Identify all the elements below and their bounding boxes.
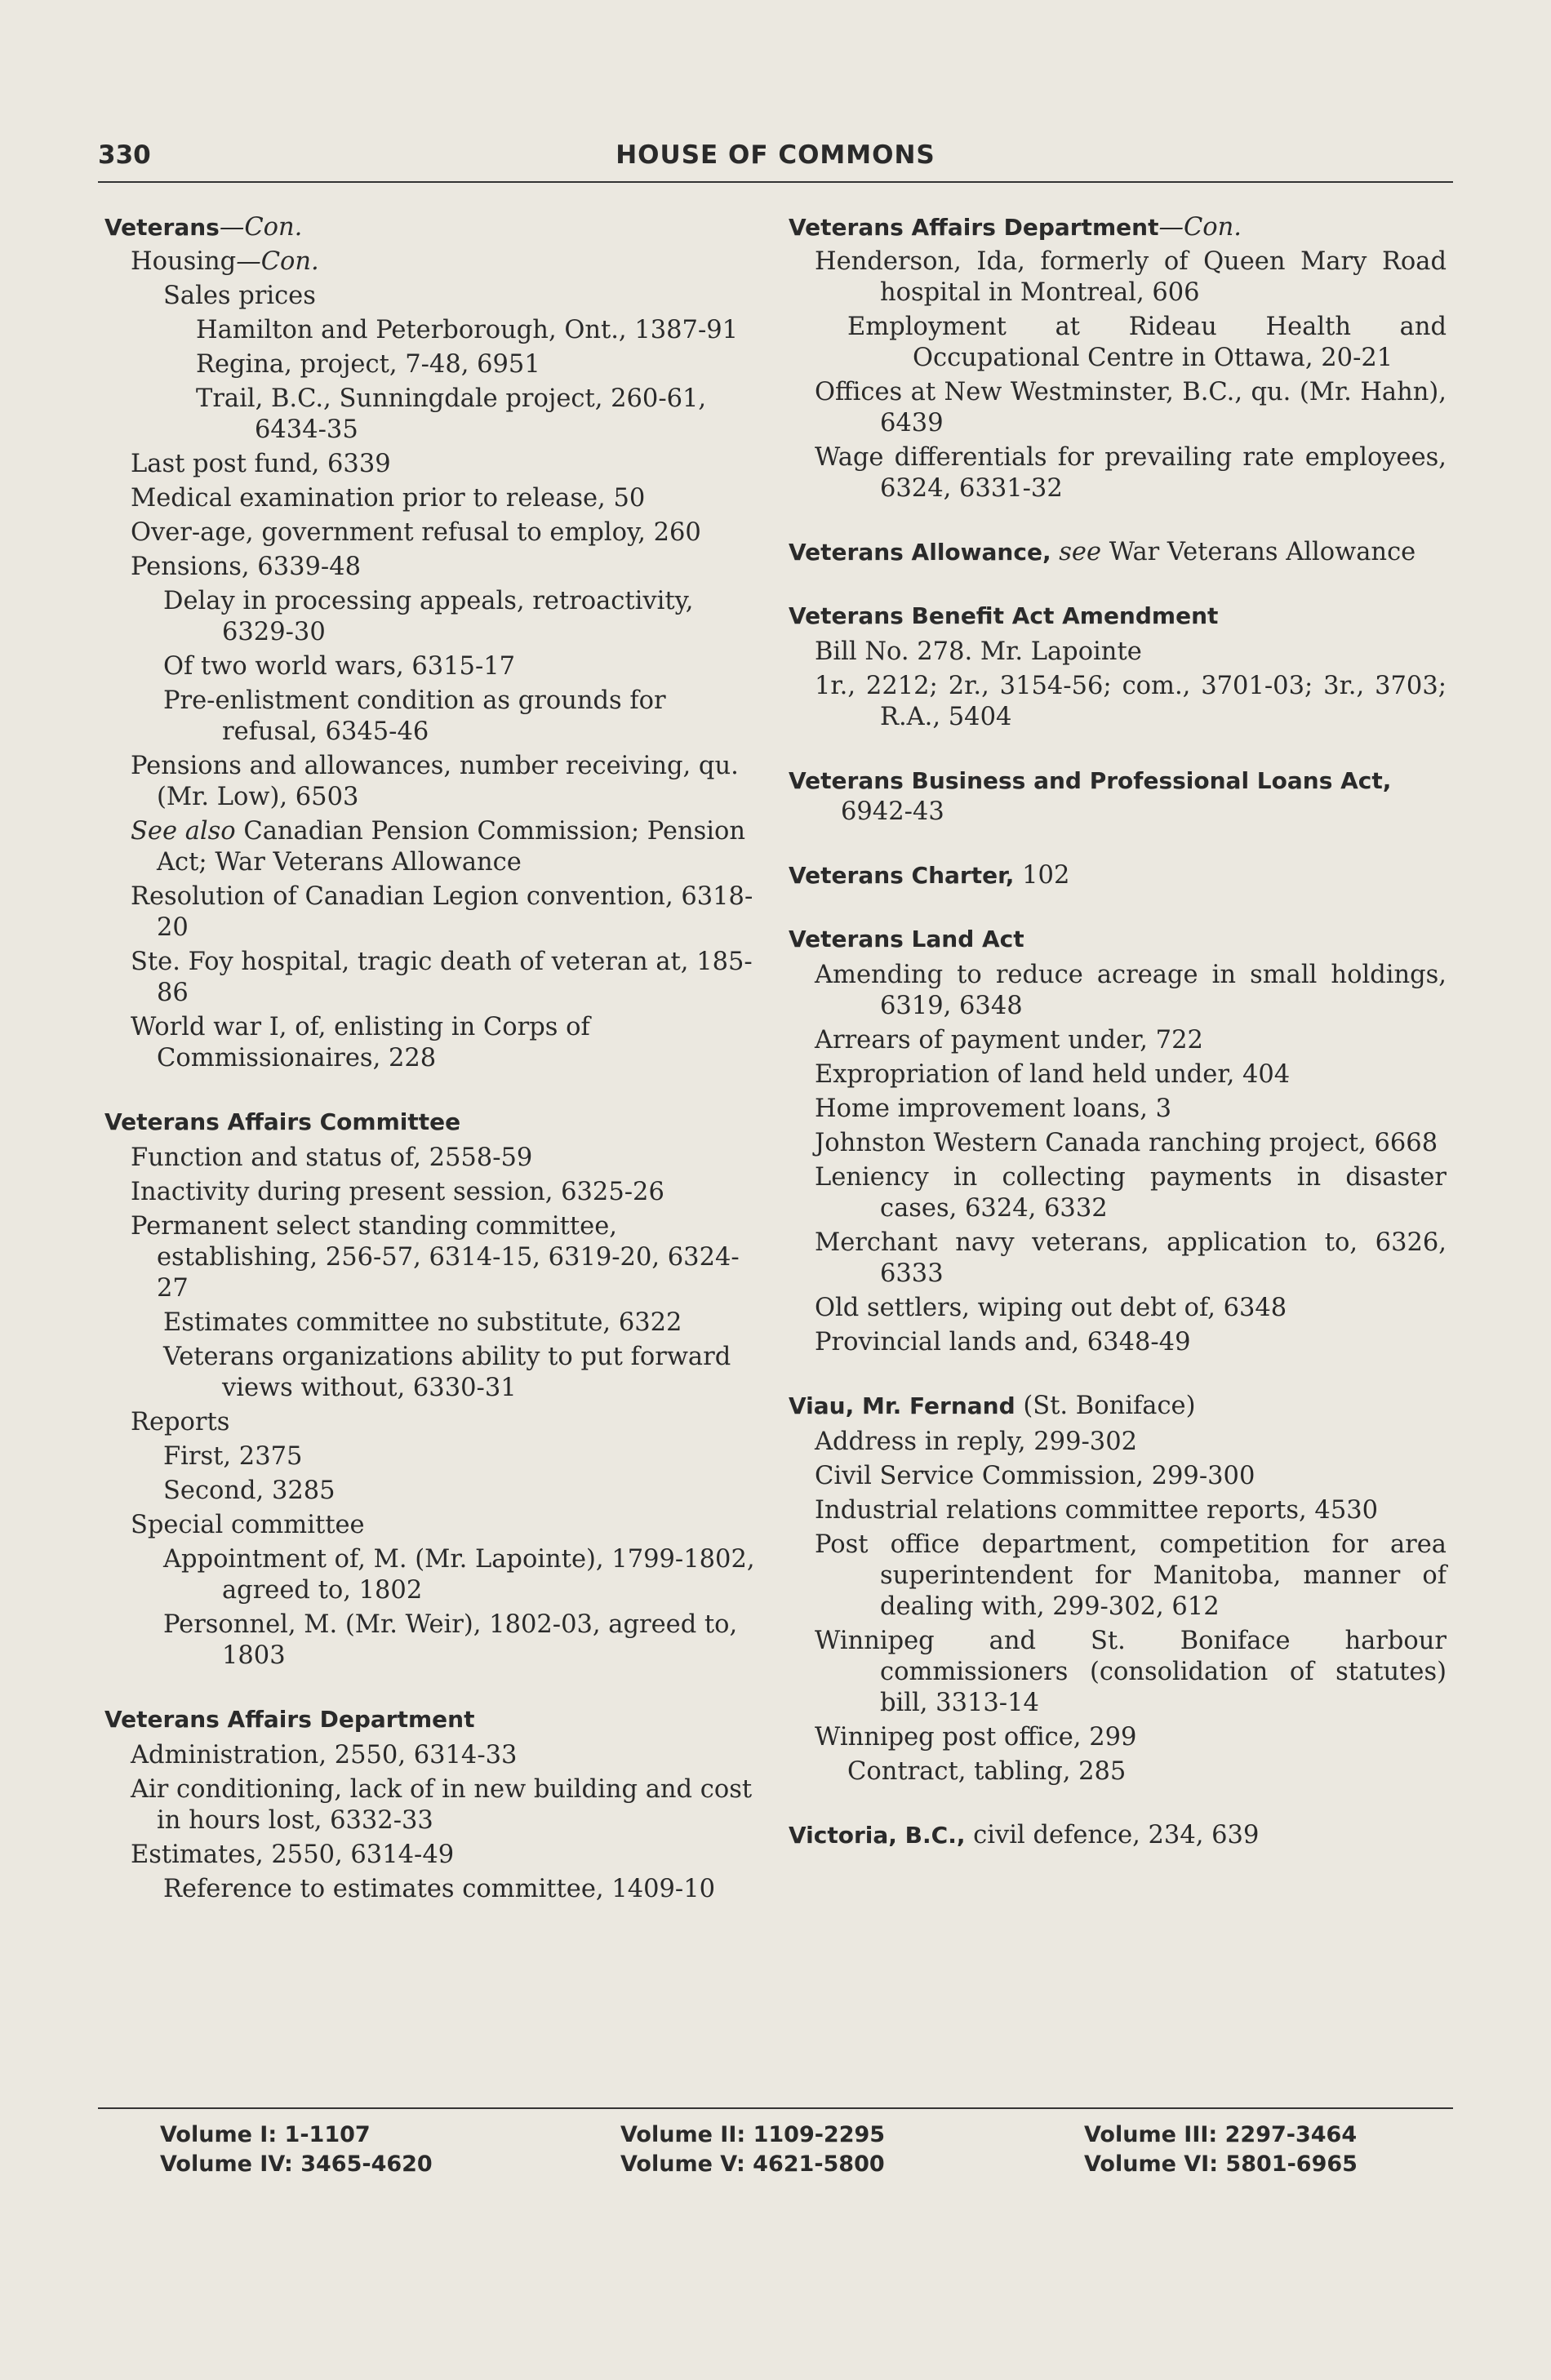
volume-range: Volume IV: 3465-4620 [160, 2151, 433, 2177]
index-entry: Bill No. 278. Mr. Lapointe [815, 637, 1142, 666]
volume-key [620, 2120, 885, 2179]
volume-range: Volume I: 1-1107 [160, 2122, 371, 2147]
left-column [104, 212, 758, 1908]
index-entry: Estimates, 2550, 6314-49 [131, 1841, 455, 1869]
volume-range: Volume III: 2297-3464 [1084, 2122, 1358, 2147]
index-entry: Last post fund, 6339 [131, 450, 391, 478]
index-entry: Ste. Foy hospital, tragic death of veteran at, 185-86 [131, 948, 753, 1007]
index-entry: Sales prices [163, 282, 316, 310]
index-entry: Medical examination prior to release, 50 [131, 484, 646, 513]
index-heading-allowance: Veterans Allowance, see War Veterans Allowance [789, 538, 1416, 566]
index-entry: Address in reply, 299-302 [815, 1428, 1138, 1456]
index-heading-department-continued: Veterans Affairs Department—Con. [789, 213, 1242, 242]
index-entry: Pre-enlistment condition as grounds for refusal, 6345-46 [163, 686, 666, 746]
index-entry: Administration, 2550, 6314-33 [131, 1741, 518, 1769]
index-heading-benefit-act: Veterans Benefit Act Amendment [789, 602, 1219, 629]
index-entry: Over-age, government refusal to employ, 260 [131, 518, 701, 547]
volume-range: Volume VI: 5801-6965 [1084, 2151, 1358, 2177]
index-heading-department: Veterans Affairs Department [104, 1706, 475, 1733]
index-entry: Contract, tabling, 285 [847, 1757, 1127, 1786]
right-column [789, 212, 1447, 1856]
index-entry: Expropriation of land held under, 404 [815, 1060, 1291, 1089]
index-entry: Old settlers, wiping out debt of, 6348 [815, 1294, 1287, 1322]
index-entry: Inactivity during present session, 6325-26 [131, 1178, 664, 1206]
index-entry: Trail, B.C., Sunningdale project, 260-61, 6434-35 [196, 384, 707, 444]
index-entry: Pensions and allowances, number receiving, qu. (Mr. Low), 6503 [131, 752, 739, 811]
index-entry: Delay in processing appeals, retroactivity, 6329-30 [163, 587, 694, 646]
volume-range: Volume V: 4621-5800 [620, 2151, 885, 2177]
index-entry: Personnel, M. (Mr. Weir), 1802-03, agreed to, 1803 [163, 1610, 738, 1670]
index-heading-charter: Veterans Charter, 102 [789, 861, 1070, 890]
index-entry: Regina, project, 7-48, 6951 [196, 350, 540, 379]
index-entry: Reports [131, 1408, 230, 1436]
index-cross-reference: See also Canadian Pension Commission; Pension Act; War Veterans Allowance [131, 817, 746, 877]
page-title: HOUSE OF COMMONS [616, 140, 935, 170]
index-entry: Air conditioning, lack of in new building and cost in hours lost, 6332-33 [131, 1775, 753, 1835]
index-entry: Amending to reduce acreage in small holdings, 6319, 6348 [815, 961, 1447, 1020]
header-rule [98, 181, 1453, 183]
index-entry: Veterans organizations ability to put forward views without, 6330-31 [163, 1343, 731, 1402]
index-entry: Pensions, 6339-48 [131, 553, 362, 581]
index-heading-victoria: Victoria, B.C., civil defence, 234, 639 [789, 1821, 1260, 1849]
index-heading-veterans: Veterans—Con. [104, 213, 303, 242]
index-entry: Function and status of, 2558-59 [131, 1143, 533, 1172]
index-entry: Arrears of payment under, 722 [815, 1026, 1203, 1055]
index-entry: Special committee [131, 1511, 365, 1539]
index-entry: Provincial lands and, 6348-49 [815, 1328, 1191, 1357]
index-entry: Appointment of, M. (Mr. Lapointe), 1799-1802, agreed to, 1802 [163, 1545, 755, 1605]
index-heading-loans-act: Veterans Business and Professional Loans Act, 6942-43 [789, 767, 1392, 826]
index-entry: Wage differentials for prevailing rate employees, 6324, 6331-32 [815, 443, 1447, 503]
index-entry: Resolution of Canadian Legion convention, 6318-20 [131, 882, 753, 942]
index-entry: Estimates committee no substitute, 6322 [163, 1308, 682, 1337]
index-entry: Home improvement loans, 3 [815, 1095, 1172, 1123]
index-entry: Leniency in collecting payments in disaster cases, 6324, 6332 [815, 1163, 1447, 1223]
index-entry: Industrial relations committee reports, 4530 [815, 1496, 1379, 1525]
index-entry: First, 2375 [163, 1442, 303, 1471]
index-heading-committee: Veterans Affairs Committee [104, 1108, 461, 1135]
index-entry: Hamilton and Peterborough, Ont., 1387-91 [196, 316, 739, 344]
index-subheading-housing: Housing—Con. [131, 247, 319, 276]
volume-key [1084, 2120, 1358, 2179]
index-entry: Permanent select standing committee, establishing, 256-57, 6314-15, 6319-20, 6324-27 [131, 1212, 740, 1303]
index-entry: 1r., 2212; 2r., 3154-56; com., 3701-03; 3r., 3703; R.A., 5404 [815, 672, 1447, 731]
index-heading-land-act: Veterans Land Act [789, 926, 1024, 952]
index-entry: Winnipeg post office, 299 [815, 1723, 1137, 1752]
index-entry: Henderson, Ida, formerly of Queen Mary Road hospital in Montreal, 606 [815, 247, 1447, 307]
index-entry: Reference to estimates committee, 1409-10 [163, 1875, 716, 1903]
index-entry: Second, 3285 [163, 1476, 336, 1505]
page-number: 330 [98, 140, 151, 170]
index-entry: Employment at Rideau Health and Occupational Centre in Ottawa, 20-21 [847, 313, 1447, 372]
index-entry: Winnipeg and St. Boniface harbour commissioners (consolidation of statutes) bill, 3313-14 [815, 1627, 1447, 1717]
index-entry: Offices at New Westminster, B.C., qu. (Mr. Hahn), 6439 [815, 378, 1447, 437]
index-entry: Johnston Western Canada ranching project, 6668 [815, 1129, 1438, 1157]
index-entry: Civil Service Commission, 299-300 [815, 1462, 1255, 1490]
index-heading-viau: Viau, Mr. Fernand (St. Boniface) [789, 1392, 1196, 1420]
index-entry: Post office department, competition for area superintendent for Manitoba, manner of dealing with, 299-302, 612 [815, 1530, 1447, 1621]
index-entry: Merchant navy veterans, application to, 6326, 6333 [815, 1228, 1447, 1288]
volume-range: Volume II: 1109-2295 [620, 2122, 886, 2147]
index-entry: World war I, of, enlisting in Corps of Commissionaires, 228 [131, 1013, 590, 1072]
volume-key [160, 2120, 433, 2179]
footer-rule [98, 2107, 1453, 2109]
index-entry: Of two world wars, 6315-17 [163, 652, 516, 681]
